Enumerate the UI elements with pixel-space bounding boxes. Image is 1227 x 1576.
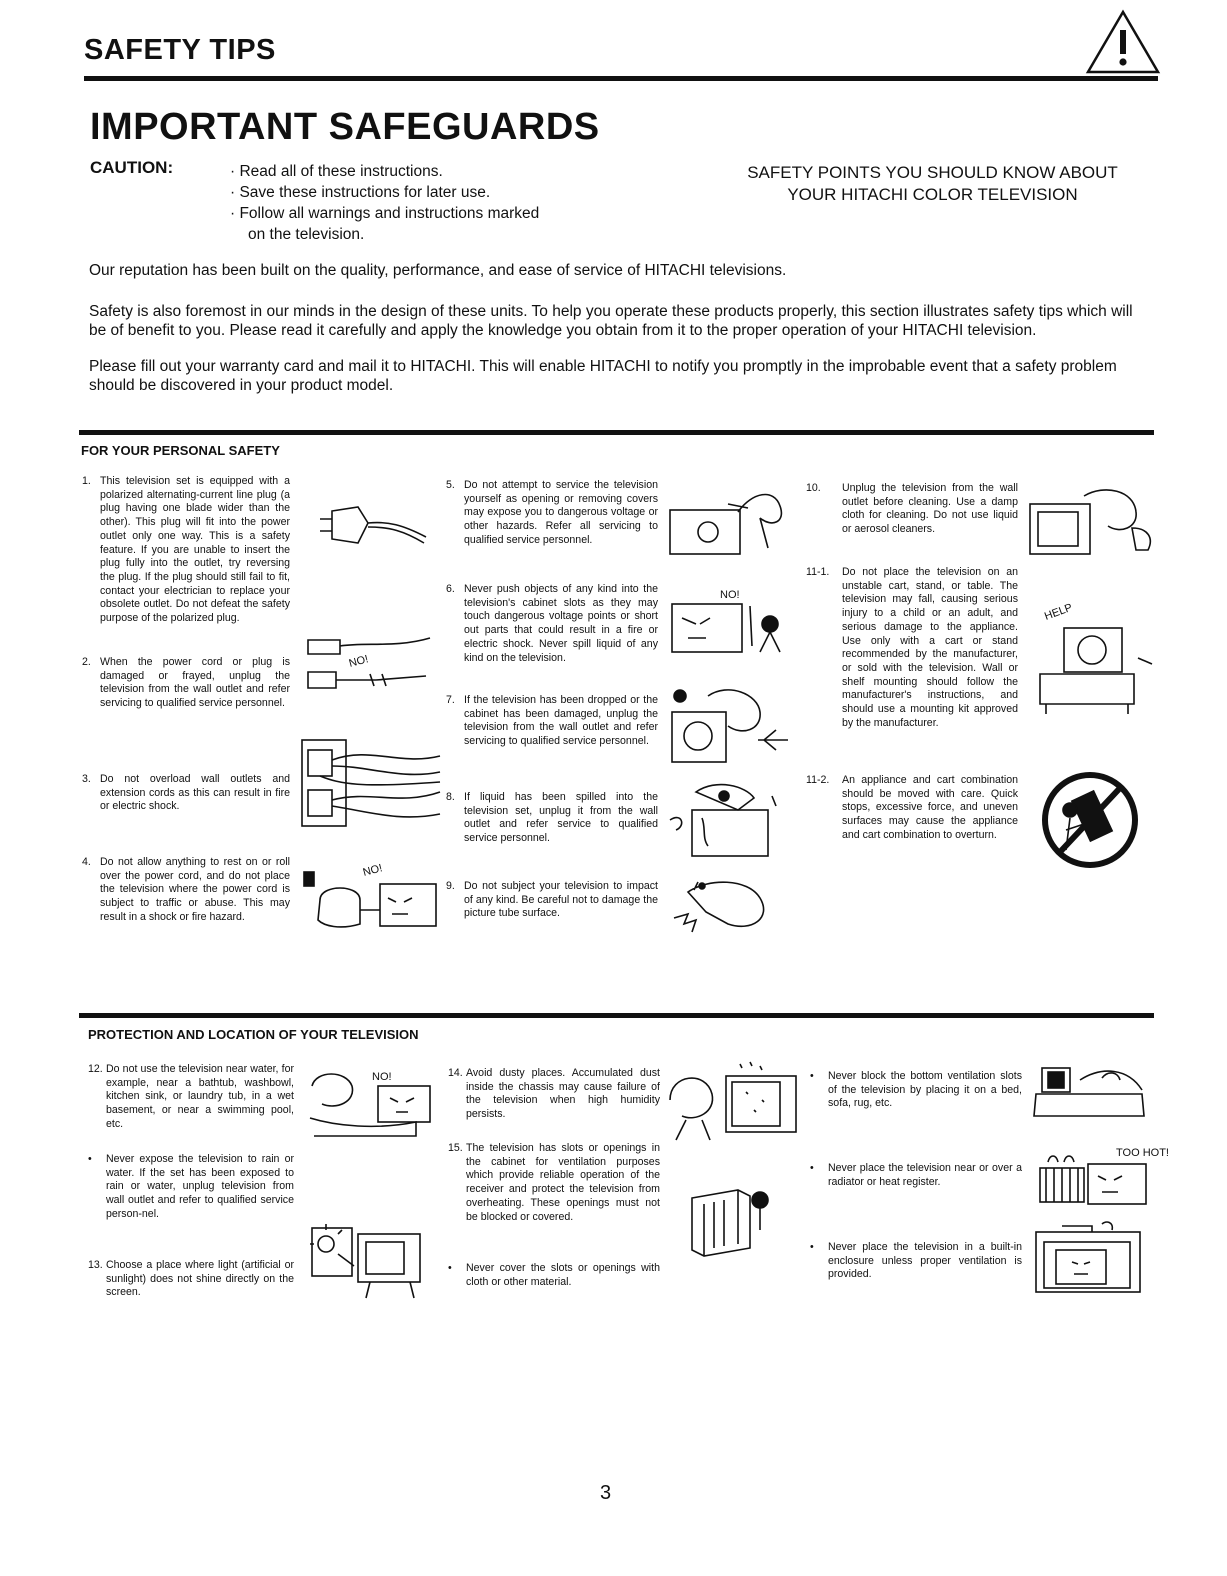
item-text: Never place the television near or over a radiator or heat register. xyxy=(828,1162,1022,1188)
item-text: Do not allow anything to rest on or roll over the power cord, and do not place the television where the power cord is subject to traffic or abuse. This may result in a shock or fire hazard. xyxy=(100,856,290,923)
list-item xyxy=(88,1259,294,1300)
item-number: 2. xyxy=(82,656,91,668)
page-title: IMPORTANT SAFEGUARDS xyxy=(90,106,600,148)
sunlight-on-tv-illustration xyxy=(310,1222,426,1300)
item-number: 6. xyxy=(446,583,455,595)
item-number: 11-1. xyxy=(806,566,830,578)
list-item xyxy=(82,856,290,925)
list-item xyxy=(448,1262,660,1289)
frayed-cord-illustration xyxy=(306,630,436,695)
intro-paragraph: Our reputation has been built on the quality, performance, and ease of service of HITACHI televisions. xyxy=(89,262,787,279)
caution-item: on the television. xyxy=(248,226,365,243)
too-hot-label: TOO HOT! xyxy=(1116,1147,1169,1159)
service-tv-illustration xyxy=(668,488,788,558)
item-text: Do not subject your television to impact of any kind. Be careful not to damage the picture tube surface. xyxy=(464,880,658,920)
help-label: HELP xyxy=(1042,601,1075,623)
bullet: • xyxy=(448,1262,452,1274)
polarized-plug-illustration xyxy=(318,497,428,553)
list-item xyxy=(810,1162,1022,1189)
tv-on-bed-illustration xyxy=(1032,1060,1148,1122)
list-item xyxy=(446,791,658,846)
section-title: SAFETY TIPS xyxy=(84,34,276,66)
item-text: Avoid dusty places. Accumulated dust inside the chassis may cause failure of the television when high humidity persists. xyxy=(466,1067,660,1121)
intro-paragraph: Please fill out your warranty card and mail it to HITACHI. This will enable HITACHI to notify you promptly in the improbable event that a safety problem should be discovered in your product model. xyxy=(89,358,1117,394)
item-number: 12. xyxy=(88,1063,103,1075)
list-item xyxy=(806,774,1018,843)
cleaning-tv-illustration xyxy=(1024,484,1156,564)
item-text: Never push objects of any kind into the television's cabinet slots as they may touch dangerous voltage points or short out parts that could result in a fire or electric shock. Never spill liquid of any kind on the television. xyxy=(464,583,658,664)
item-number: 15. xyxy=(448,1142,463,1154)
item-text: This television set is equipped with a polarized alternating-current line plug (a plug having one blade wider than the other). This plug will fit into the power outlet only one way. This is a safety feature. If you are unable to insert the plug fully into the outlet, try reversing the plug. If the plug should still fail to fit, contact your electrician to replace your obsolete outlet. Do not defeat the safety purpose of the polarized plug. xyxy=(100,475,290,625)
item-text: Do not place the television on an unstable cart, stand, or table. The television may fall, causing serious injury to a child or an adult, and serious damage to the appliance. Use only with a cart or stand recommended by the manufacturer, or sold with the television. Wall or shelf mounting should follow the manufacturer's instructions, and should use a mounting kit approved by the manufacturer. xyxy=(842,566,1018,729)
list-item xyxy=(446,583,658,665)
list-item xyxy=(88,1063,294,1132)
item-text: When the power cord or plug is damaged or frayed, unplug the television from the wall outlet and refer servicing to qualified service personnel. xyxy=(100,656,290,710)
built-in-enclosure-illustration xyxy=(1032,1222,1152,1294)
item-number: 13. xyxy=(88,1259,103,1271)
bullet: • xyxy=(810,1162,814,1174)
item-number: 14. xyxy=(448,1067,463,1079)
impact-tv-illustration xyxy=(668,868,786,944)
item-text: Choose a place where light (artificial or sunlight) does not shine directly on the screen. xyxy=(106,1259,294,1299)
warning-triangle-icon xyxy=(1084,8,1162,76)
safety-points-line: SAFETY POINTS YOU SHOULD KNOW ABOUT xyxy=(747,163,1118,182)
item-text: Never place the television in a built-in enclosure unless proper ventilation is provided. xyxy=(828,1241,1022,1281)
item-text: Do not attempt to service the television yourself as opening or removing covers may expose you to dangerous voltage or other hazards. Refer all servicing to qualified service personnel. xyxy=(464,479,658,546)
list-item xyxy=(806,566,1018,730)
item-number: 5. xyxy=(446,479,455,491)
no-label: NO! xyxy=(361,862,384,879)
list-item xyxy=(448,1142,660,1224)
intro-paragraph: Safety is also foremost in our minds in the design of these units. To help you operate these products properly, this section illustrates safety tips which will be of benefit to you. Please read it carefully and apply the knowledge you obtain from it to the proper operation of your HITACHI television. xyxy=(89,303,1133,339)
objects-in-slots-illustration xyxy=(670,586,796,656)
list-item xyxy=(82,475,290,626)
item-number: 7. xyxy=(446,694,455,706)
item-text: Never block the bottom ventilation slots of the television by placing it on a bed, sofa, rug, etc. xyxy=(828,1070,1022,1110)
item-text: The television has slots or openings in the cabinet for ventilation purposes which provide reliable operation of the receiver and protect the television from overheating. These openings must not be blocked or covered. xyxy=(466,1142,660,1223)
caution-item: · Follow all warnings and instructions marked xyxy=(230,205,540,222)
caution-list xyxy=(230,161,539,245)
no-label: NO! xyxy=(720,589,740,601)
item-text: Do not overload wall outlets and extension cords as this can result in fire or electric shock. xyxy=(100,773,290,813)
section-heading-personal-safety: FOR YOUR PERSONAL SAFETY xyxy=(81,443,280,458)
list-item xyxy=(448,1067,660,1122)
item-text: Do not use the television near water, for example, near a bathtub, washbowl, kitchen sink, or laundry tub, in a wet basement, or near a swimming pool, etc. xyxy=(106,1063,294,1130)
item-text: Unplug the television from the wall outlet before cleaning. Use a damp cloth for cleaning. Do not use liquid or aerosol cleaners. xyxy=(842,482,1018,536)
ventilation-slots-illustration xyxy=(688,1186,774,1262)
list-item xyxy=(810,1070,1022,1111)
item-number: 11-2. xyxy=(806,774,830,786)
safety-points-heading xyxy=(700,162,1165,206)
list-item xyxy=(88,1153,294,1222)
list-item xyxy=(82,656,290,711)
list-item xyxy=(446,880,658,921)
item-text: Never cover the slots or openings with cloth or other material. xyxy=(466,1262,660,1288)
list-item xyxy=(446,694,658,749)
dropped-tv-illustration xyxy=(668,686,796,766)
section-rule xyxy=(79,1013,1154,1018)
item-number: 4. xyxy=(82,856,91,868)
list-item xyxy=(810,1241,1022,1282)
list-item xyxy=(806,482,1018,537)
item-number: 8. xyxy=(446,791,455,803)
item-number: 10. xyxy=(806,482,821,494)
caution-label: CAUTION: xyxy=(90,158,174,177)
section-rule xyxy=(79,430,1154,435)
unstable-cart-illustration xyxy=(1034,601,1158,716)
item-text: Never expose the television to rain or water. If the set has been exposed to rain or water, unplug television from wall outlet and refer to qualified service person-nel. xyxy=(106,1153,294,1220)
page-number: 3 xyxy=(600,1482,612,1504)
bullet: • xyxy=(88,1153,92,1165)
safety-points-line: YOUR HITACHI COLOR TELEVISION xyxy=(787,185,1078,204)
bullet: • xyxy=(810,1241,814,1253)
cart-overturn-illustration xyxy=(1040,770,1140,870)
item-number: 9. xyxy=(446,880,455,892)
item-text: An appliance and cart combination should be moved with care. Quick stops, excessive force, and uneven surfaces may cause the appliance and cart combination to overturn. xyxy=(842,774,1018,841)
list-item xyxy=(82,773,290,814)
item-text: If the television has been dropped or the cabinet has been damaged, unplug the television from the wall outlet and refer servicing to qualified service personnel. xyxy=(464,694,658,748)
cord-under-tv-illustration xyxy=(300,862,440,932)
no-label: NO! xyxy=(372,1071,392,1083)
no-label: NO! xyxy=(347,653,370,670)
bullet: • xyxy=(810,1070,814,1082)
section-heading-protection: PROTECTION AND LOCATION OF YOUR TELEVISION xyxy=(88,1027,419,1042)
item-text: If liquid has been spilled into the television set, unplug it from the wall outlet and refer service to qualified service personnel. xyxy=(464,791,658,845)
water-near-tv-illustration xyxy=(306,1066,434,1140)
dusty-place-illustration xyxy=(666,1060,800,1144)
caution-item: · Read all of these instructions. xyxy=(230,163,443,180)
tv-near-radiator-illustration xyxy=(1036,1147,1169,1208)
item-number: 3. xyxy=(82,773,91,785)
liquid-spill-illustration xyxy=(666,782,786,858)
list-item xyxy=(446,479,658,548)
caution-item: · Save these instructions for later use. xyxy=(230,184,491,201)
header-rule xyxy=(84,76,1158,81)
item-number: 1. xyxy=(82,475,91,487)
overloaded-outlet-illustration xyxy=(300,736,442,832)
